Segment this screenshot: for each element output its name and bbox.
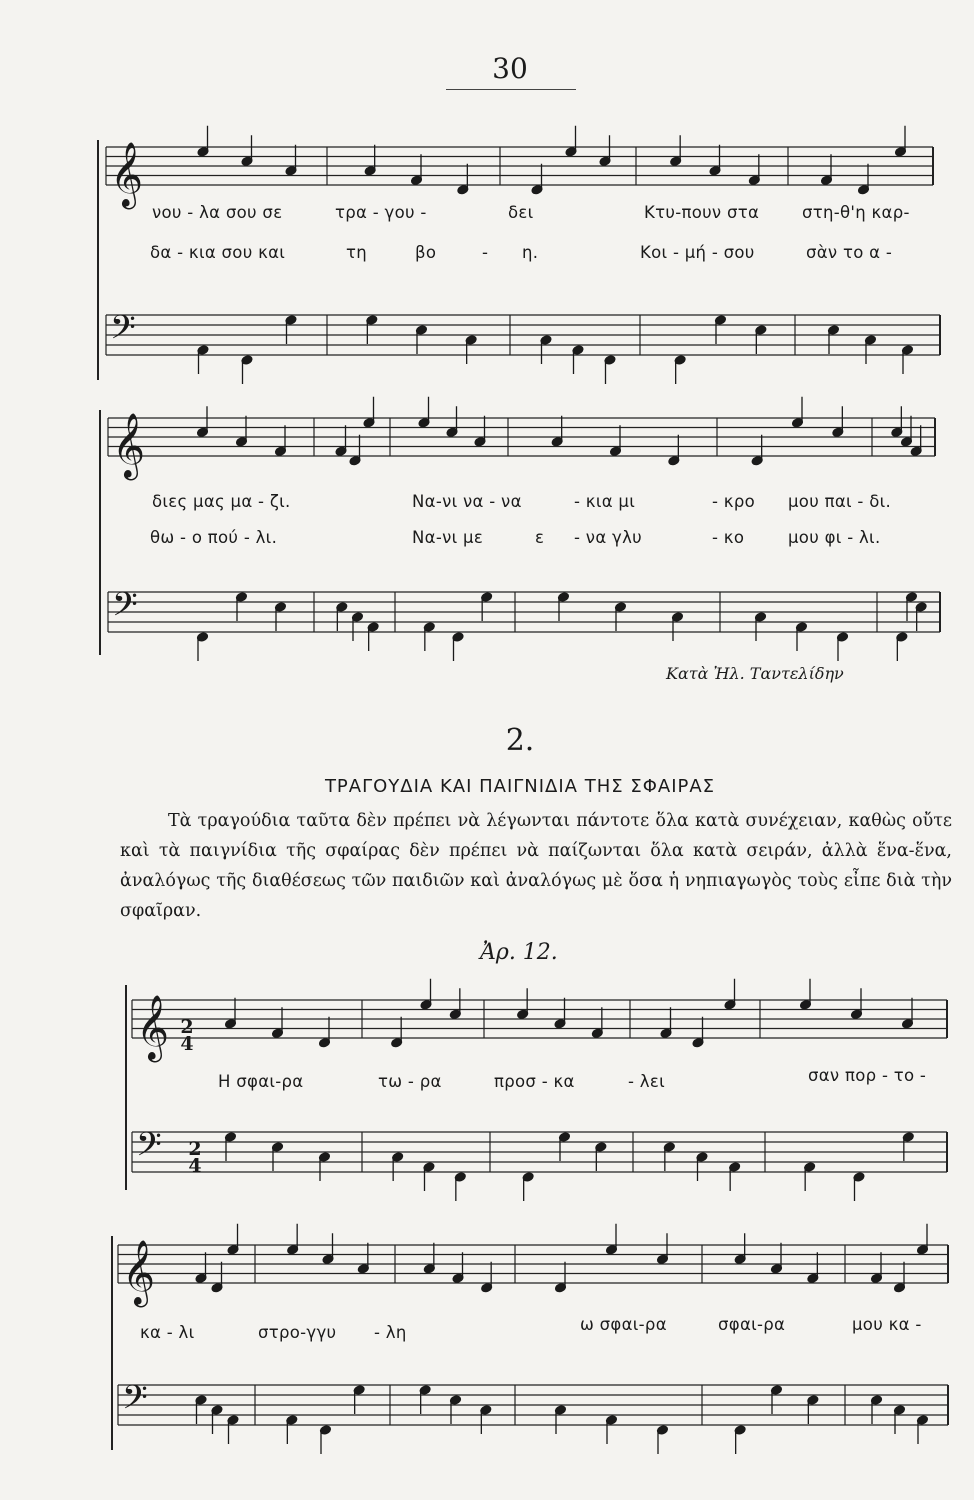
- lyric-s1v1-4: στη-θ'η καρ-: [802, 203, 910, 222]
- lyric-song1-0: Η σφαι-ρα: [218, 1072, 304, 1091]
- lyric-s1v2-3: -: [482, 243, 489, 262]
- lyric-song2-2: - λη: [374, 1323, 407, 1342]
- time-sig-top: 2: [188, 1138, 202, 1160]
- treble-clef-icon: 𝄞: [110, 142, 144, 207]
- time-signature-treble: [178, 1016, 196, 1055]
- lyric-s2v1-4: μου παι - δι.: [788, 492, 892, 511]
- lyric-s2v2-1: Να-νι με: [412, 528, 484, 547]
- lyric-s2v2-2: ε: [535, 528, 545, 547]
- lyric-song2-5: μου κα -: [852, 1315, 922, 1334]
- lyric-s2v1-3: - κρο: [712, 492, 755, 511]
- lyric-s1v2-4: η.: [522, 243, 539, 262]
- lyric-s1v2-6: σὰν το α -: [806, 243, 893, 262]
- lyric-song1-3: - λει: [628, 1072, 665, 1091]
- bass-clef-icon: 𝄢: [136, 1126, 162, 1172]
- lyric-s1v2-0: δα - κια σου και: [150, 243, 286, 262]
- lyric-song1-1: τω - ρα: [378, 1072, 442, 1091]
- lyric-s2v2-0: θω - ο πού - λι.: [150, 528, 278, 547]
- lyric-song2-1: στρο-γγυ: [258, 1323, 337, 1342]
- bass-clef-icon: 𝄢: [112, 586, 138, 632]
- time-sig-bottom: 4: [180, 1033, 194, 1055]
- section-number: 2.: [505, 723, 535, 758]
- song-number: Ἀρ. 12.: [480, 940, 558, 965]
- lyric-s2v2-5: μου φι - λι.: [788, 528, 881, 547]
- lyric-s1v2-2: βο: [415, 243, 437, 262]
- lyric-s1v1-2: δει: [508, 203, 534, 222]
- time-sig-bottom: 4: [188, 1155, 202, 1177]
- lyric-s2v2-4: - κο: [712, 528, 745, 547]
- time-sig-top: 2: [180, 1016, 194, 1038]
- lyric-s2v1-0: διες μας μα - ζι.: [152, 492, 291, 511]
- section-paragraph: Τὰ τραγούδια ταῦτα δὲν πρέπει νὰ λέγωνται πάντοτε ὅλα κατὰ συνέχειαν, καθὼς οὔτε καὶ τὰ παιγνίδια τῆς σφαίρας δὲν πρέπει νὰ παίζωνται ὅλα κατὰ σειράν, ἀλλὰ ἕνα-ἕνα, ἀναλόγως τῆς διαθέσεως τῶν παιδιῶν καὶ ἀναλόγως μὲ ὅσα ἡ νηπιαγωγὸς τοὺς εἶπε διὰ τὴν σφαῖραν.: [120, 811, 952, 921]
- lyric-s2v2-3: - να γλυ: [574, 528, 643, 547]
- lyric-s1v1-3: Κτυ-πουν στα: [644, 203, 760, 222]
- lyric-song1-2: προσ - κα: [494, 1072, 575, 1091]
- page-number: 30: [492, 52, 528, 85]
- lyric-song2-3: ω σφαι-ρα: [580, 1315, 667, 1334]
- section-title: ΤΡΑΓΟΥΔΙΑ ΚΑΙ ΠΑΙΓΝΙΔΙΑ ΤΗΣ ΣΦΑΙΡΑΣ: [324, 776, 716, 797]
- attribution: Κατὰ Ἠλ. Ταντελίδην: [666, 664, 844, 683]
- treble-clef-icon: 𝄞: [112, 413, 146, 478]
- treble-clef-icon: 𝄞: [122, 1240, 156, 1305]
- lyric-song2-4: σφαι-ρα: [718, 1315, 786, 1334]
- lyric-s1v2-5: Κοι - μή - σου: [640, 243, 755, 262]
- lyric-s1v1-1: τρα - γου -: [335, 203, 427, 222]
- treble-clef-icon: 𝄞: [136, 995, 170, 1060]
- lyric-s2v1-2: - κια μι: [574, 492, 636, 511]
- lyric-s1v1-0: νου - λα σου σε: [152, 203, 283, 222]
- lyric-song1-4: σαν πορ - το -: [808, 1066, 927, 1085]
- time-signature-bass: [186, 1138, 204, 1177]
- bass-clef-icon: 𝄢: [122, 1379, 148, 1425]
- lyric-s1v2-1: τη: [346, 243, 367, 262]
- bass-clef-icon: 𝄢: [110, 309, 136, 355]
- lyric-s2v1-1: Να-νι να - να: [412, 492, 522, 511]
- lyric-song2-0: κα - λι: [140, 1323, 195, 1342]
